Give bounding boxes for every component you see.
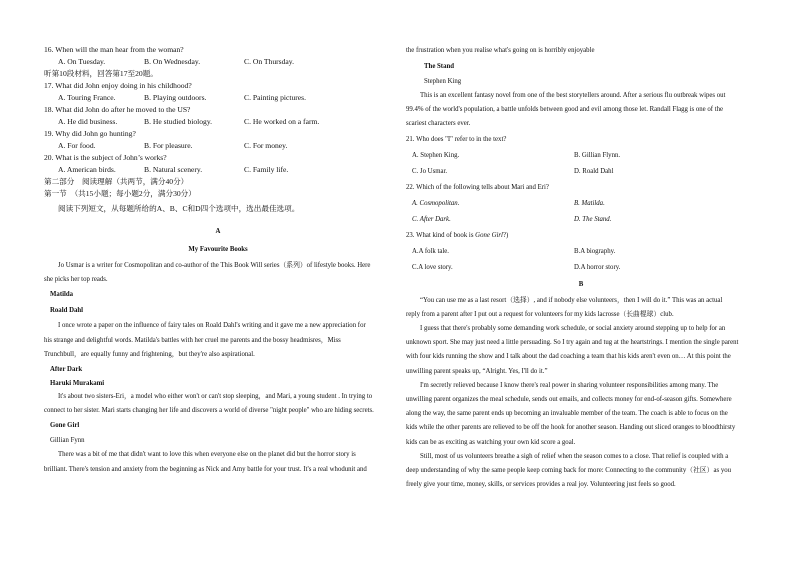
instruction-material-10: 听第10段材料，回答第17至20题。 xyxy=(44,69,158,78)
question-22-options xyxy=(406,212,756,228)
question-22-options xyxy=(406,196,756,212)
option: D.A horror story. xyxy=(574,263,621,271)
question-23 xyxy=(406,228,756,244)
option: B. On Wednesday. xyxy=(144,57,201,66)
section-one-heading: 第一节 （共15小题；每小题2分，满分30分） xyxy=(44,189,196,198)
question-22: 22. Which of the following tells about Mari and Eri? xyxy=(406,183,549,191)
question-20-options xyxy=(44,164,392,176)
option: C. Family life. xyxy=(244,165,289,174)
passage-line: kids can be as exciting as watching your own kid score a goal. xyxy=(406,438,576,446)
option: C.A love story. xyxy=(412,263,453,271)
question-20: 20. What is the subject of John’s works? xyxy=(44,153,167,162)
part-two-heading: 第二部分 阅读理解（共两节，满分40分） xyxy=(44,177,189,186)
option: A. On Tuesday. xyxy=(58,57,106,66)
intro-line: Jo Usmar is a writer for Cosmopolitan and co-author of the This Book Will series（系列）of lifestyle books. Here xyxy=(58,262,371,269)
option: B. He studied biology. xyxy=(144,117,213,126)
passage-line: freely give your time, money, skills, or services provides a real joy. Volunteering just feels so good. xyxy=(406,481,676,489)
option: A. American birds. xyxy=(58,165,116,174)
book-review-line: I once wrote a paper on the influence of fairy tales on Roald Dahl's writing and it gave me a new appreciation for xyxy=(58,322,366,330)
option: C. After Dark. xyxy=(412,215,451,223)
passage-line: “You can use me as a last resort（选择）, and if nobody else volunteers，then I will do it.” This was an actual xyxy=(420,296,723,304)
passage-line: Still, most of us volunteers breathe a sigh of relief when the season comes to a close. That relief is coupled with a xyxy=(420,452,729,460)
passage-line: I'm secretly relieved because I know there's real power in sharing volunteer responsibilities among many. The xyxy=(420,381,719,389)
intro-line: she picks her top reads. xyxy=(44,276,108,284)
book-title: After Dark xyxy=(50,366,83,374)
question-23-end: ?) xyxy=(502,231,509,239)
option: B. Matilda. xyxy=(574,199,605,207)
option: D. Roald Dahl xyxy=(574,167,614,175)
book-title: Gone Girl xyxy=(50,422,80,430)
option: B.A biography. xyxy=(574,247,616,255)
passage-label-b: B xyxy=(578,280,584,288)
option: A. Stephen King. xyxy=(412,151,460,159)
option: B. Natural scenery. xyxy=(144,165,203,174)
passage-line: along the way, the same parent ends up becoming an invaluable member of the team. The coach is able to focus on the xyxy=(406,410,728,418)
book-author: Gillian Fynn xyxy=(50,437,85,445)
book-review-line: It's about two sisters-Eri，a model who either won't or can't stop sleeping，and Mari, a young student . In trying to xyxy=(58,393,373,401)
book-review-line: 99.4% of the world's population, a battle unfolds between good and evil among those let. Randall Flagg is one of the xyxy=(406,106,724,114)
book-review-line: This is an excellent fantasy novel from one of the best storytellers around. After a serious flu outbreak wipes out xyxy=(420,92,726,99)
book-author: Roald Dahl xyxy=(50,307,84,315)
book-author: Haruki Murakami xyxy=(50,380,105,388)
book-review-line: his strange and delightful words. Matilda's battles with her cruel me parents and the bossy headmisres，Miss xyxy=(44,336,341,344)
question-18: 18. What did John do after he moved to the US? xyxy=(44,105,191,114)
option: C. He worked on a farm. xyxy=(244,117,320,126)
book-author: Stephen King xyxy=(424,78,462,85)
question-21: 21. Who does "I" refer to in the text? xyxy=(406,135,507,143)
question-23-text: 23. What kind of book is xyxy=(406,231,476,239)
book-review-line: connect to her sister. Mari starts changing her life and discovers a world of diverse "night people" who are hiding secrets. xyxy=(44,407,374,415)
book-review-line: Trunchbull，are equally funny and frightening，but they're also aspirational. xyxy=(44,350,255,358)
question-16: 16. When will the man hear from the woman? xyxy=(44,45,184,54)
right-column xyxy=(406,44,756,492)
option: B. Gillian Flynn. xyxy=(574,151,621,159)
book-review-line: brilliant. There's tension and anxiety from the beginning as Nick and Amy battle for your trust. It's a real whodunit and xyxy=(44,465,367,473)
continued-text: the frustration when you realise what's going on is horribly enjoyable xyxy=(406,47,595,54)
question-23-options xyxy=(406,260,756,276)
question-21-options xyxy=(406,148,756,164)
option: A. Cosmopolitan. xyxy=(412,199,460,207)
option: D. The Stand. xyxy=(574,215,612,223)
book-review-line: scariest characters ever. xyxy=(406,120,471,128)
question-23-options xyxy=(406,244,756,260)
left-column xyxy=(44,44,392,477)
passage-line: unwilling parent speaks up, “Alright. Yes, I'll do it.” xyxy=(406,367,548,375)
question-23-book: Gone Girl xyxy=(475,231,503,239)
reading-instruction: 阅读下列短文，从每题所给的A、B、C和D四个选项中，选出最佳选项。 xyxy=(58,204,300,213)
question-17-options xyxy=(44,92,392,104)
book-review-line: There was a bit of me that didn't want to love this when everyone else on the planet did but the horror story is xyxy=(58,451,356,459)
passage-line: reply from a parent after I put out a request for volunteers for my kids lacrosse（长曲棍球）club. xyxy=(406,310,674,318)
question-17: 17. What did John enjoy doing in his childhood? xyxy=(44,81,192,90)
option: A. He did business. xyxy=(58,117,118,126)
book-title: The Stand xyxy=(424,63,455,70)
option: B. For pleasure. xyxy=(144,141,193,150)
option: C. For money. xyxy=(244,141,288,150)
question-18-options xyxy=(44,116,392,128)
passage-line: I guess that there's probably some demanding work schedule, or social anxiety around stepping up to help for an xyxy=(420,325,726,333)
passage-line: unwilling parent organizes the meal schedule, sends out emails, and collects money for end-of-season gifts. Somewhere xyxy=(406,396,732,404)
question-19: 19. Why did John go hunting? xyxy=(44,129,136,138)
question-16-options xyxy=(44,56,392,68)
option: C. Painting pictures. xyxy=(244,93,307,102)
passage-label-a: A xyxy=(215,228,221,235)
question-21-options xyxy=(406,164,756,180)
book-title: Matilda xyxy=(50,291,74,299)
option: C. Jo Usmar. xyxy=(412,167,448,175)
passage-line: with four kids running the show and I talk about the dad coaching a team that his kids aren't even on… At this point the xyxy=(406,353,731,361)
passage-line: deep understanding of why the same people keep coming back for more: Connecting to the community（社区）as you xyxy=(406,467,732,475)
option: A. Touring France. xyxy=(58,93,116,102)
passage-title: My Favourite Books xyxy=(188,246,248,253)
question-19-options xyxy=(44,140,392,152)
passage-line: unknown sport. She may just need a little persuading. So I try again and tug at the heartstrings. I mention the single parent xyxy=(406,339,739,347)
option: A. For food. xyxy=(58,141,96,150)
option: B. Playing outdoors. xyxy=(144,93,207,102)
passage-line: kids while the other parents are relieved to be off the hook for another season. Handing out sliced oranges to bloodthirsty xyxy=(406,424,736,432)
option: C. On Thursday. xyxy=(244,57,294,66)
option: A.A folk tale. xyxy=(412,247,449,255)
